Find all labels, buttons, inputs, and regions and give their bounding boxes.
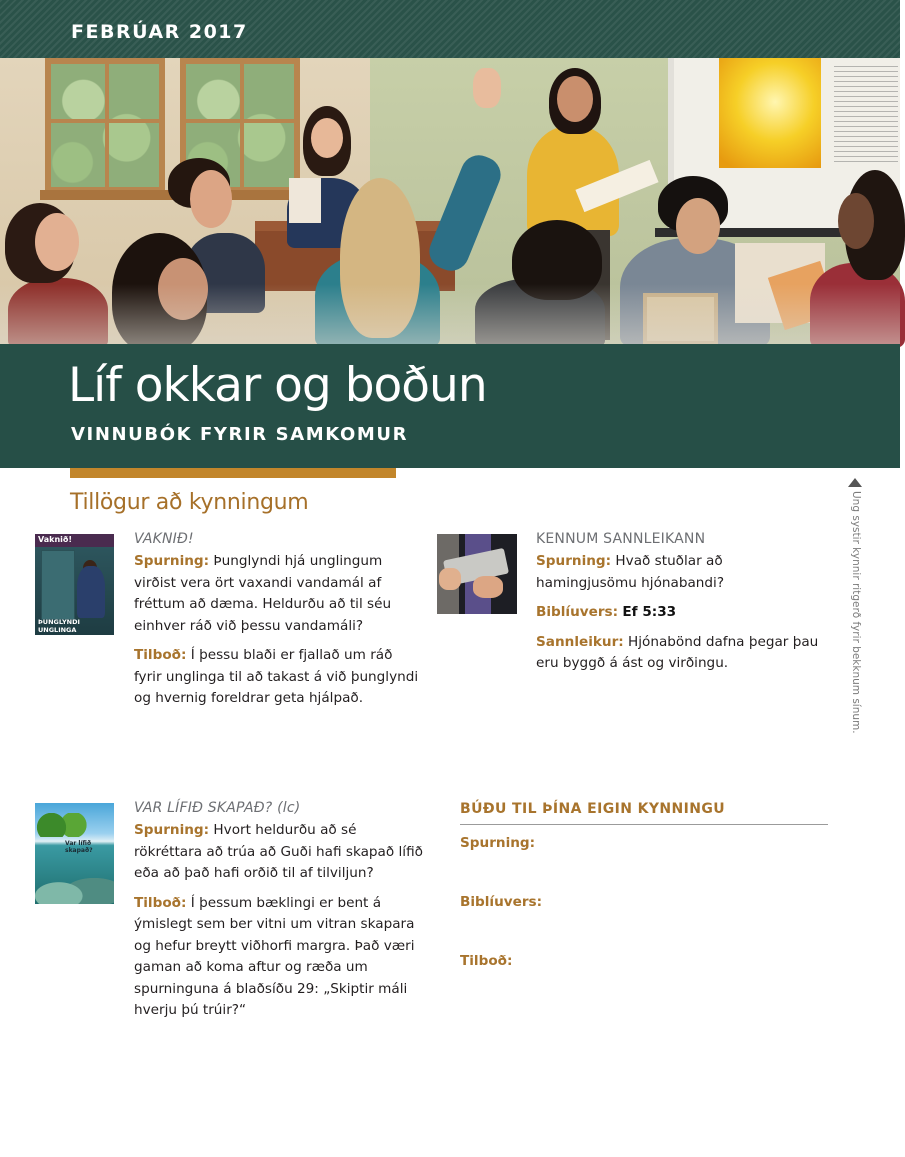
teacher-face [311, 118, 343, 158]
student-face [35, 213, 79, 271]
question-text: Hvað stuðlar að hamingjusömu hjónabandi? [536, 553, 725, 591]
cover-subtitle: Hvað er til ráða? [38, 634, 92, 642]
question-paragraph [134, 551, 424, 637]
offer-label: Tilboð: [134, 647, 187, 663]
question-label: Spurning: [134, 822, 210, 838]
question-text: Þunglyndi hjá unglingum virðist vera ört vaxandi vandamál af fréttum að dæma. Heldurðu að til séu einhver ráð við þessu vandamáli? [134, 553, 392, 634]
coral-reef [35, 864, 114, 904]
student-face [838, 193, 874, 249]
caption-text: Ung systir kynnir ritgerð fyrir bekknum sínum. [850, 491, 862, 734]
awake-magazine-thumbnail [35, 534, 114, 642]
magazine-masthead: Vaknið! [35, 534, 114, 547]
divider [460, 824, 828, 825]
publication-title: Líf okkar og boðun [68, 358, 487, 413]
scripture-reference: Ef 5:33 [622, 604, 677, 620]
student-face [676, 198, 720, 254]
presentation-heading: KENNUM SANNLEIKANN [536, 531, 706, 547]
offer-text: Í þessu blaði er fjallað um ráð fyrir unglinga til að takast á við þunglyndi og hvernig foreldrar geta hjálpað. [134, 647, 419, 706]
accent-bar [70, 468, 396, 478]
presentation-heading [134, 800, 426, 816]
bible-thumbnail [437, 534, 517, 614]
presenter-face [557, 76, 593, 122]
truth-label: Sannleikur: [536, 633, 624, 650]
own-question-field[interactable]: Spurning: [460, 835, 536, 851]
offer-paragraph [134, 645, 424, 710]
brochure [289, 178, 321, 223]
question-label: Spurning: [536, 553, 612, 569]
door [41, 550, 75, 620]
offer-label: Tilboð: [134, 894, 187, 911]
magazine-cover-caption [38, 618, 114, 642]
question-label: Spurning: [134, 553, 210, 569]
section-heading: Tillögur að kynningum [70, 490, 309, 515]
student-face [190, 170, 232, 228]
hand [439, 568, 461, 590]
scripture-paragraph [536, 602, 826, 624]
hero-photo [0, 58, 900, 344]
palm-trees [35, 813, 90, 837]
photo-caption [848, 478, 862, 734]
raised-hand [473, 68, 501, 108]
brochure-cover-title: Var lífið skapað? [65, 840, 93, 854]
title-band [0, 344, 900, 468]
issue-month: FEBRÚAR 2017 [71, 21, 248, 43]
offer-paragraph [134, 893, 426, 1022]
photo-fade [0, 284, 900, 344]
truth-paragraph [536, 632, 826, 675]
scripture-label: Biblíuvers: [536, 604, 619, 620]
caption-arrow-icon [848, 478, 862, 487]
own-scripture-field[interactable]: Biblíuvers: [460, 894, 543, 910]
girl [77, 566, 105, 618]
presentation-teach-truth [536, 531, 826, 683]
question-paragraph [134, 820, 426, 885]
presentation-heading: VAKNIÐ! [134, 531, 194, 547]
window [45, 58, 165, 193]
header-band [0, 0, 900, 58]
presentation-was-life-created [134, 800, 426, 1030]
question-text: Hvort heldurðu að sé rökréttara að trúa að Guði hafi skapað lífið eða að það hafi orðið til af tilviljun? [134, 822, 423, 881]
question-paragraph [536, 551, 826, 594]
brochure-thumbnail [35, 803, 114, 904]
presentation-awake [134, 531, 424, 718]
publication-subtitle: VINNUBÓK FYRIR SAMKOMUR [71, 424, 409, 445]
poster [719, 58, 821, 168]
hand [473, 576, 503, 598]
screen-text [834, 66, 898, 166]
cover-title: ÞUNGLYNDI UNGLINGA [38, 618, 80, 634]
publication-code: (lc) [277, 800, 301, 816]
offer-text: Í þessum bæklingi er bent á ýmislegt sem ber vitni um vitran skapara og hefur breytt viðhorfi margra. Það væri gaman að koma aftur og ræða um spurninguna á blaðsíðu 29: „Skiptir máli hverju þú trúir?“ [134, 894, 415, 1018]
own-presentation-heading: BÚÐU TIL ÞÍNA EIGIN KYNNINGU [460, 801, 725, 817]
own-offer-field[interactable]: Tilboð: [460, 953, 513, 969]
heading-text: VAR LÍFIÐ SKAPAÐ? [134, 800, 273, 816]
truth-text: Hjónabönd dafna þegar þau eru byggð á ást og virðingu. [536, 633, 819, 671]
